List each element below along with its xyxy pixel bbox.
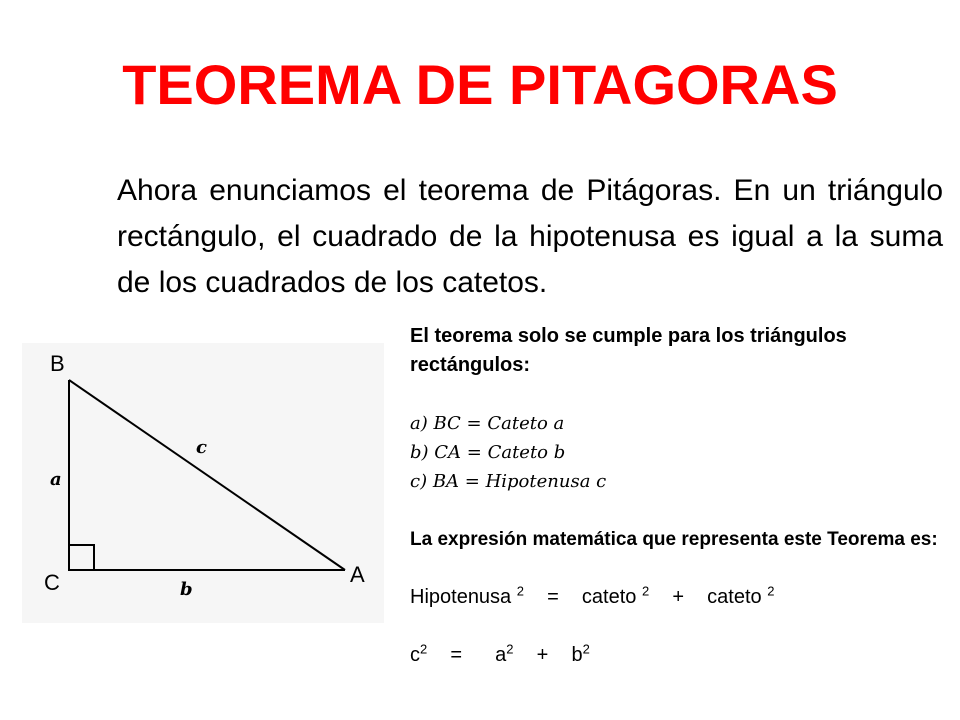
side-a-label: a xyxy=(50,469,62,490)
formula-exp-b: 2 xyxy=(582,641,590,657)
formula-symbols xyxy=(410,641,950,670)
right-triangle-figure xyxy=(22,343,384,623)
triangle-diagram xyxy=(22,343,384,623)
formula-b: b xyxy=(571,644,583,666)
vertex-a-label: A xyxy=(350,562,365,587)
vertex-c-label: C xyxy=(44,570,60,595)
formula-c: c xyxy=(410,644,420,666)
side-ba-line xyxy=(69,380,345,570)
formula-exp1: 2 xyxy=(516,583,524,599)
formula-exp3: 2 xyxy=(767,583,775,599)
note-item-bc: a) BC = Cateto a xyxy=(410,413,565,434)
formula-a: a xyxy=(495,644,507,666)
expression-intro: La expresión matemática que representa este Teorema es: xyxy=(410,529,938,550)
formula-exp2: 2 xyxy=(641,583,650,599)
vertex-b-label: B xyxy=(50,351,65,376)
notes-panel xyxy=(410,322,950,670)
formula-cat2: cateto xyxy=(707,586,762,608)
formula-words xyxy=(410,583,950,612)
formula-plus: + xyxy=(672,586,685,608)
formula-exp-c: 2 xyxy=(420,641,428,657)
side-b-label: b xyxy=(180,579,193,600)
right-angle-marker xyxy=(69,545,94,570)
formula-sym-plus: + xyxy=(536,644,549,666)
side-c-label: c xyxy=(196,437,207,458)
note-item-ba: c) BA = Hipotenusa c xyxy=(410,471,607,492)
notes-heading: El teorema solo se cumple para los triángulos rectángulos: xyxy=(410,325,847,376)
note-item-ca: b) CA = Cateto b xyxy=(410,442,566,463)
formula-exp-a: 2 xyxy=(506,641,514,657)
formula-sym-eq: = xyxy=(450,644,463,666)
slide-title: TEOREMA DE PITAGORAS xyxy=(122,53,838,116)
intro-paragraph: Ahora enunciamos el teorema de Pitágoras. En un triángulo rectángulo, el cuadrado de la hipotenusa es igual a la suma de los cuadrados de los catetos. xyxy=(117,174,943,299)
formula-cat1: cateto xyxy=(581,586,637,608)
formula-eq: = xyxy=(547,586,559,608)
formula-hyp: Hipotenusa xyxy=(410,586,512,608)
